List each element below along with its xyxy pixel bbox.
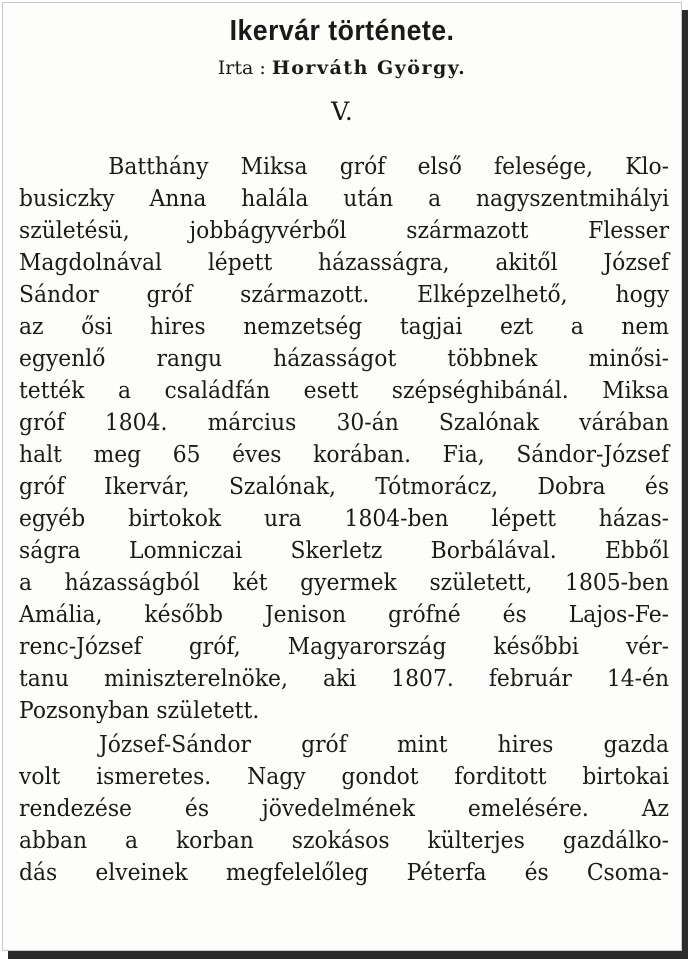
text-line: gróf Ikervár, Szalónak, Tótmorácz, Dobra és bbox=[19, 472, 670, 500]
byline-prefix: Irta : bbox=[217, 57, 266, 79]
text-line: busiczky Anna halála után a nagyszentmihályi bbox=[19, 184, 670, 212]
text-line: ságra Lomniczai Skerletz Borbálával. Ebből bbox=[19, 536, 670, 564]
text-line: dás elveinek megfelelőleg Péterfa és Csoma- bbox=[19, 858, 670, 886]
text-line: Sándor gróf származott. Elképzelhető, hogy bbox=[19, 280, 670, 308]
text-line: volt ismeretes. Nagy gondot forditott birtokai bbox=[19, 762, 670, 790]
text-line: Pozsonyban született. bbox=[19, 696, 260, 724]
text-line: tették a családfán esett szépséghibánál. Miksa bbox=[19, 376, 670, 404]
text-line: születésü, jobbágyvérből származott Flesser bbox=[19, 216, 670, 244]
text-line: abban a korban szokásos külterjes gazdálko- bbox=[19, 826, 670, 854]
text-line: renc-József gróf, Magyarország későbbi vér- bbox=[19, 632, 670, 660]
text-line: az ősi hires nemzetség tagjai ezt a nem bbox=[19, 312, 670, 340]
text-line: Amália, később Jenison grófné és Lajos-Fe- bbox=[19, 600, 670, 628]
text-line: József-Sándor gróf mint hires gazda bbox=[98, 730, 670, 758]
text-line: a házasságból két gyermek született, 1805-ben bbox=[19, 568, 670, 596]
text-line: Batthány Miksa gróf első felesége, Klo- bbox=[108, 152, 670, 180]
text-line: rendezése és jövedelmének emelésére. Az bbox=[19, 794, 670, 822]
text-line: tanu miniszterelnöke, aki 1807. február 14-én bbox=[19, 664, 670, 692]
author-name: Horváth György. bbox=[271, 57, 467, 79]
text-line: gróf 1804. március 30-án Szalónak várában bbox=[19, 408, 670, 436]
article-byline bbox=[3, 57, 681, 79]
clipping-content bbox=[3, 3, 681, 950]
chapter-number: V. bbox=[331, 97, 353, 126]
text-line: halt meg 65 éves korában. Fia, Sándor-József bbox=[19, 440, 670, 468]
text-line: egyéb birtokok ura 1804-ben lépett házas- bbox=[19, 504, 670, 532]
newspaper-clipping bbox=[2, 2, 682, 951]
text-line: egyenlő rangu házasságot többnek minősi- bbox=[19, 344, 670, 372]
article-title: Ikervár története. bbox=[229, 15, 455, 47]
text-line: Magdolnával lépett házasságra, akitől József bbox=[19, 248, 670, 276]
